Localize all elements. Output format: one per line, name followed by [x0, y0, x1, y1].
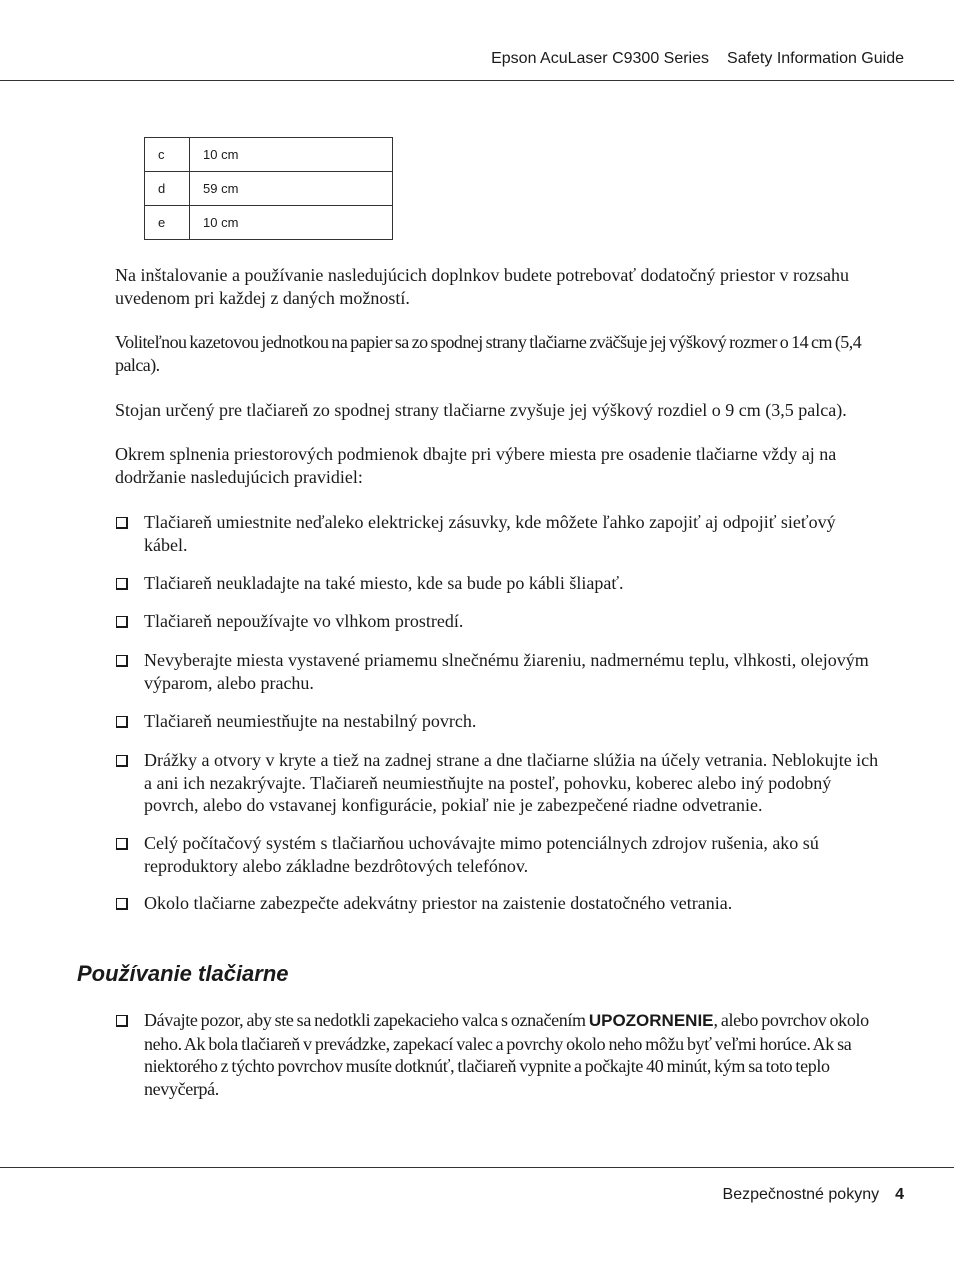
table-key: e [145, 206, 190, 240]
checkbox-bullet-icon [116, 838, 128, 850]
list-item: Tlačiareň neukladajte na také miesto, kde sa bude po kábli šliapať. [115, 572, 880, 595]
usage-text-after: , alebo povrchov okolo neho. Ak bola tlačiareň v prevádzke, zapekací valec a povrchy okolo neho môžu byť veľmi horúce. Ak sa niektorého z týchto povrchov musíte dotknúť, tlačiareň vypnite a počkajte 40 minút, kým sa toto teplo nevyčerpá. [144, 1010, 869, 1099]
checkbox-bullet-icon [116, 517, 128, 529]
header-product: Epson AcuLaser C9300 Series [491, 50, 710, 67]
table-value: 59 cm [190, 172, 393, 206]
usage-text-before: Dávajte pozor, aby ste sa nedotkli zapekacieho valca s označením [144, 1010, 589, 1030]
warning-label: UPOZORNENIE [588, 1011, 714, 1030]
paragraph-options-space: Na inštalovanie a používanie nasledujúcich doplnkov budete potrebovať dodatočný priestor v rozsahu uvedenom pri každej z daných možností. [115, 265, 849, 308]
checkbox-bullet-icon [116, 1015, 128, 1027]
list-item: Celý počítačový systém s tlačiarňou uchovávajte mimo potenciálnych zdrojov rušenia, ako sú reproduktory alebo základne bezdrôtových telefónov. [115, 832, 880, 877]
page-number: 4 [895, 1186, 904, 1203]
checkbox-bullet-icon [116, 898, 128, 910]
list-item: Drážky a otvory v kryte a tiež na zadnej strane a dne tlačiarne slúžia na účely vetrania. Neblokujte ich a ani ich nezakrývajte. Tlačiareň neumiestňujte na posteľ, pohovku, koberec alebo iný podobný povrch, alebo do vstavanej konfigurácie, pokiaľ nie je zabezpečené riadne odvetranie. [115, 749, 880, 817]
checkbox-bullet-icon [116, 655, 128, 667]
paragraph-placement-rules: Okrem splnenia priestorových podmienok dbajte pri výbere miesta pre osadenie tlačiarne vždy aj na dodržanie nasledujúcich pravidiel: [115, 444, 837, 487]
usage-list [115, 1009, 880, 1100]
table-value: 10 cm [190, 206, 393, 240]
page-footer [723, 1186, 904, 1204]
list-item: Okolo tlačiarne zabezpečte adekvátny priestor na zaistenie dostatočného vetrania. [115, 892, 880, 915]
footer-section: Bezpečnostné pokyny [722, 1186, 880, 1203]
list-item: Tlačiareň nepoužívajte vo vlhkom prostredí. [115, 610, 880, 633]
checkbox-bullet-icon [116, 755, 128, 767]
list-item: Nevyberajte miesta vystavené priamemu slnečnému žiareniu, nadmernému teplu, vlhkosti, olejovým výparom, alebo prachu. [115, 649, 880, 694]
list-item: Tlačiareň umiestnite neďaleko elektrickej zásuvky, kde môžete ľahko zapojiť aj odpojiť sieťový kábel. [115, 511, 880, 556]
table-key: c [145, 138, 190, 172]
dimensions-table [144, 137, 393, 240]
header-guide-title: Safety Information Guide [727, 50, 904, 67]
table-value: 10 cm [190, 138, 393, 172]
table-row [145, 138, 393, 172]
checkbox-bullet-icon [116, 616, 128, 628]
table-row [145, 172, 393, 206]
table-key: d [145, 172, 190, 206]
checkbox-bullet-icon [116, 716, 128, 728]
list-item [115, 1009, 880, 1100]
checkbox-bullet-icon [116, 578, 128, 590]
page-header [491, 50, 904, 68]
footer-rule [0, 1167, 954, 1168]
paragraph-stand: Stojan určený pre tlačiareň zo spodnej strany tlačiarne zvyšuje jej výškový rozdiel o 9 cm (3,5 palca). [115, 400, 847, 420]
section-heading: Používanie tlačiarne [77, 961, 289, 986]
table-row [145, 206, 393, 240]
list-item: Tlačiareň neumiestňujte na nestabilný povrch. [115, 710, 880, 733]
paragraph-paper-cassette: Voliteľnou kazetovou jednotkou na papier sa zo spodnej strany tlačiarne zväčšuje jej výškový rozmer o 14 cm (5,4 palca). [115, 332, 862, 375]
header-rule [0, 80, 954, 81]
